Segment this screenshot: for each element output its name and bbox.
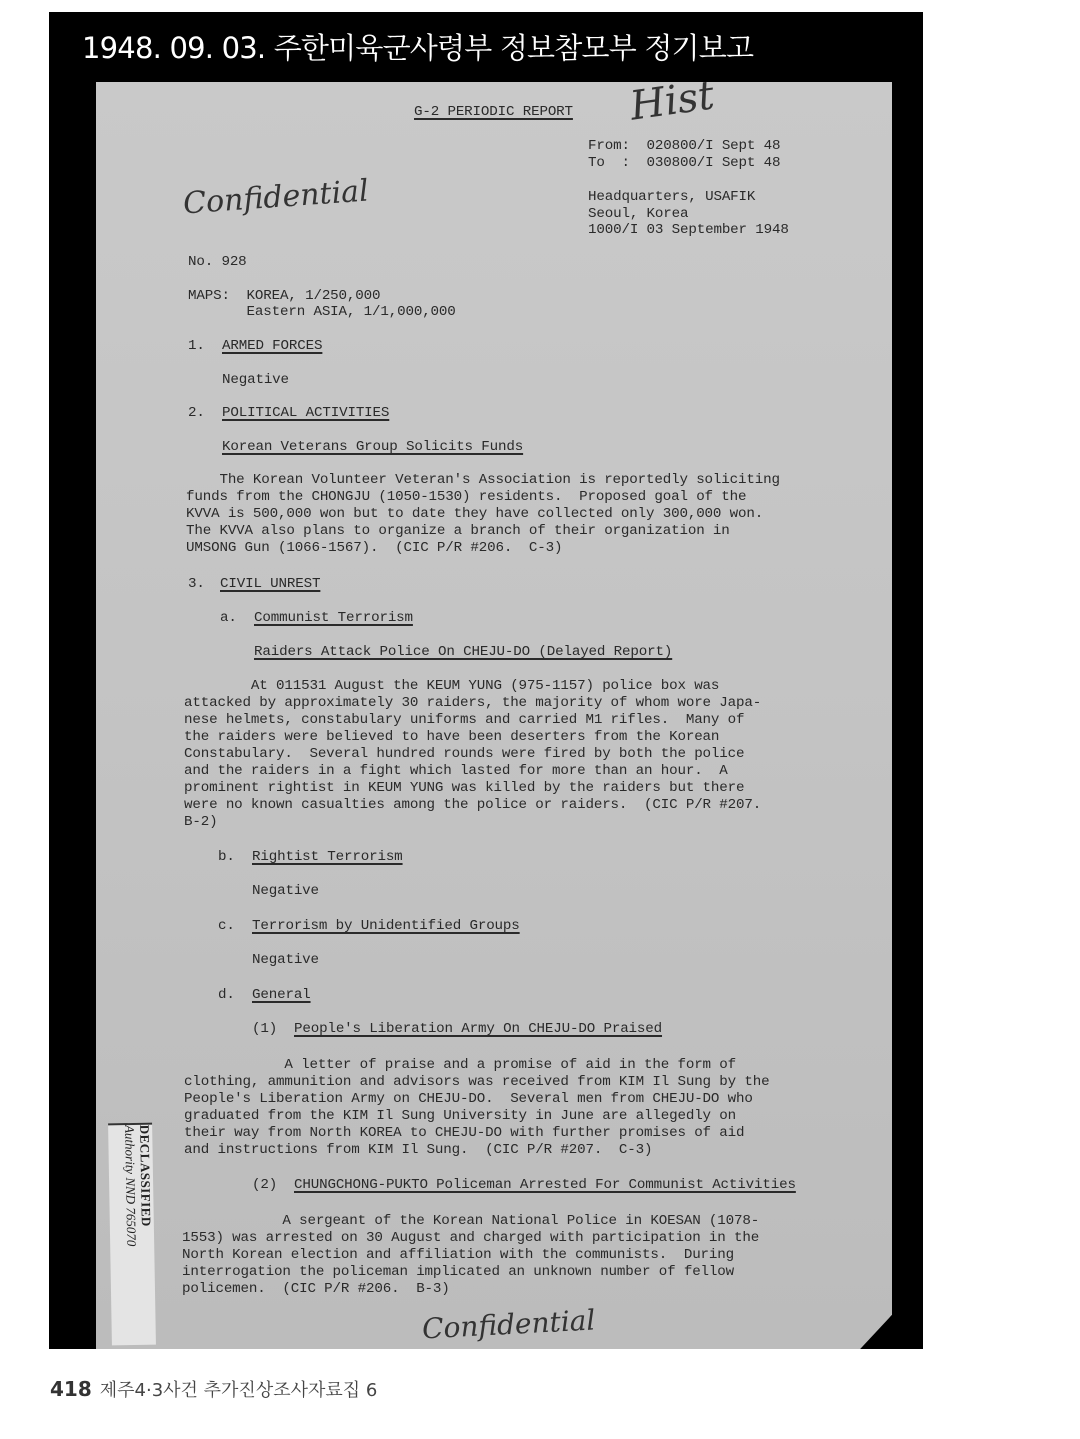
subsection-a-letter: a. [220, 610, 237, 626]
subsection-b-title: Rightist Terrorism [252, 849, 403, 865]
section-2-subtitle: Korean Veterans Group Solicits Funds [222, 439, 524, 455]
handwritten-confidential-bottom: Confidential [421, 1303, 597, 1346]
item-1-number: (1) [252, 1021, 278, 1037]
subsection-a-para-line: were no known casualties among the police or raiders. (CIC P/R #207. [184, 797, 762, 813]
item-1-para-line: and instructions from KIM Il Sung. (CIC P/R #207. C-3) [184, 1142, 653, 1158]
handwritten-hist: Hist [627, 72, 718, 130]
section-2-para-line: funds from the CHONGJU (1050-1530) residents. Proposed goal of the [186, 489, 747, 505]
subsection-c-letter: c. [218, 918, 235, 934]
subsection-a-para-line: B-2) [184, 814, 218, 830]
item-2-para-line: interrogation the policeman implicated an unknown number of fellow [182, 1264, 735, 1280]
subsection-a-para-line: prominent rightist in KEUM YUNG was killed by the raiders but there [184, 780, 745, 796]
section-2-para-line: The KVVA also plans to organize a branch of their organization in [186, 523, 730, 539]
page-number: 418 [50, 1377, 92, 1401]
item-2-para-line: policemen. (CIC P/R #206. B-3) [182, 1281, 450, 1297]
item-1-para-line: graduated from the KIM Il Sung University in June are allegedly on [184, 1108, 737, 1124]
page-title: 1948. 09. 03. 주한미육군사령부 정보참모부 정기보고 [82, 31, 754, 65]
maps-line-1: MAPS: KOREA, 1/250,000 [188, 288, 381, 304]
item-2-para-line: 1553) was arrested on 30 August and charged with participation in the [182, 1230, 760, 1246]
section-3-title: CIVIL UNREST [220, 576, 321, 592]
handwritten-confidential-top: Confidential [182, 173, 370, 222]
subsection-b-letter: b. [218, 849, 235, 865]
stamp-authority: Authority NND 765070 [122, 1124, 140, 1247]
section-1-number: 1. [188, 338, 205, 354]
section-2-number: 2. [188, 405, 205, 421]
item-1-para-line: People's Liberation Army on CHEJU-DO. Several men from CHEJU-DO who [184, 1091, 753, 1107]
report-title: G-2 PERIODIC REPORT [414, 104, 573, 120]
item-2-title: CHUNGCHONG-PUKTO Policeman Arrested For Communist Activities [294, 1177, 796, 1193]
subsection-c-body: Negative [252, 952, 319, 968]
section-2-para-line: The Korean Volunteer Veteran's Association is reportedly soliciting [186, 472, 780, 488]
subsection-a-para-line: nese helmets, constabulary uniforms and carried M1 rifles. Many of [184, 712, 745, 728]
subsection-a-para-line: Constabulary. Several hundred rounds were fired by both the police [184, 746, 745, 762]
subsection-a-para-line: and the raiders in a fight which lasted for more than an hour. A [184, 763, 728, 779]
book-title: 제주4·3사건 추가진상조사자료집 6 [99, 1380, 378, 1401]
item-1-para-line: their way from North KOREA to CHEJU-DO with further promises of aid [184, 1125, 745, 1141]
item-2-para-line: A sergeant of the Korean National Police in KOESAN (1078- [182, 1213, 760, 1229]
page-footer [50, 1376, 377, 1402]
maps-line-2: Eastern ASIA, 1/1,000,000 [188, 304, 456, 320]
item-2-para-line: North Korean election and affiliation with the communists. During [182, 1247, 735, 1263]
period-to: To : 030800/I Sept 48 [588, 155, 781, 171]
section-2-title: POLITICAL ACTIVITIES [222, 405, 390, 421]
period-from: From: 020800/I Sept 48 [588, 138, 781, 154]
subsection-a-subtitle: Raiders Attack Police On CHEJU-DO (Delayed Report) [254, 644, 673, 660]
section-2-para-line: UMSONG Gun (1066-1567). (CIC P/R #206. C-3) [186, 540, 563, 556]
stamp-declassified-label: DECLASSIFIED [137, 1124, 154, 1227]
subsection-a-title: Communist Terrorism [254, 610, 413, 626]
subsection-d-letter: d. [218, 987, 235, 1003]
section-1-title: ARMED FORCES [222, 338, 323, 354]
declassified-stamp [108, 1123, 156, 1346]
section-1-body: Negative [222, 372, 289, 388]
section-3-number: 3. [188, 576, 205, 592]
subsection-d-title: General [252, 987, 311, 1003]
subsection-a-para-line: the raiders were believed to have been deserters from the Korean [184, 729, 720, 745]
item-1-title: People's Liberation Army On CHEJU-DO Praised [294, 1021, 663, 1037]
item-2-number: (2) [252, 1177, 278, 1193]
section-2-para-line: KVVA is 500,000 won but to date they have collected only 300,000 won. [186, 506, 764, 522]
subsection-a-para-line: At 011531 August the KEUM YUNG (975-1157) police box was [184, 678, 720, 694]
subsection-c-title: Terrorism by Unidentified Groups [252, 918, 520, 934]
item-1-para-line: A letter of praise and a promise of aid in the form of [184, 1057, 737, 1073]
origin-line-3: 1000/I 03 September 1948 [588, 222, 789, 238]
item-1-para-line: clothing, ammunition and advisors was received from KIM Il Sung by the [184, 1074, 770, 1090]
origin-line-2: Seoul, Korea [588, 206, 689, 222]
subsection-b-body: Negative [252, 883, 319, 899]
subsection-a-para-line: attacked by approximately 30 raiders, the majority of whom wore Japa- [184, 695, 762, 711]
origin-line-1: Headquarters, USAFIK [588, 189, 756, 205]
report-number: No. 928 [188, 254, 247, 270]
